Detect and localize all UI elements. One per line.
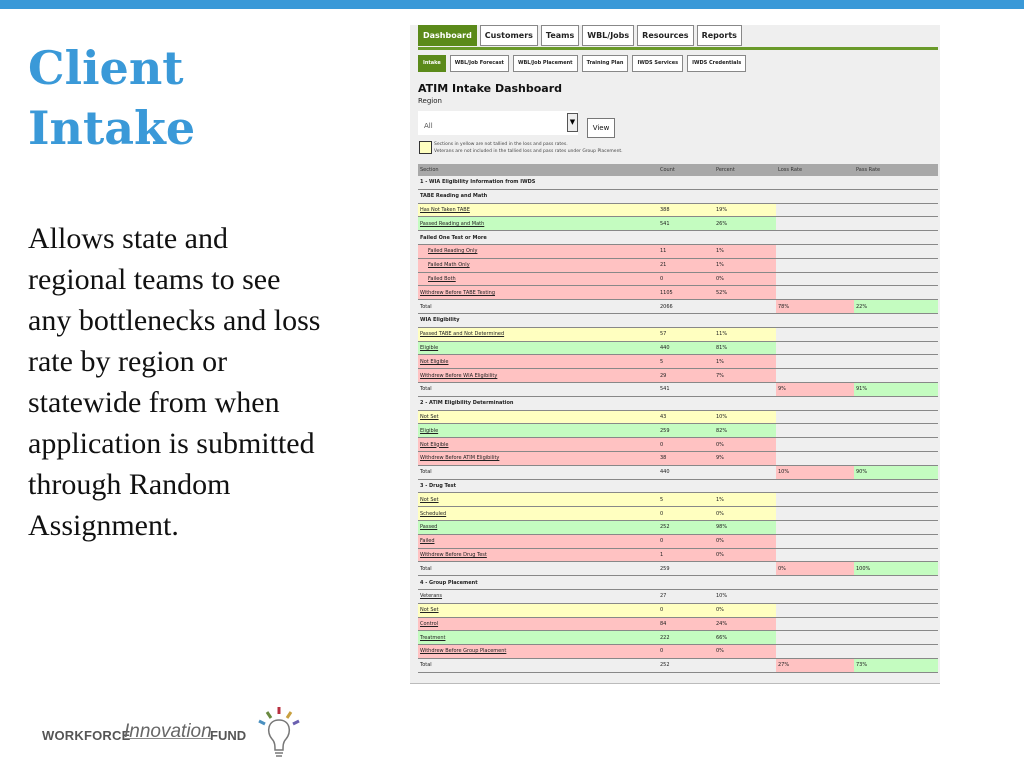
tab-dashboard[interactable]: Dashboard [418,25,477,46]
region-select[interactable] [418,111,578,135]
total-row [418,382,938,396]
lightbulb-icon [254,704,304,760]
row-count: 29 [658,369,714,383]
row-link[interactable]: Passed Reading and Math [420,220,485,227]
section-header-row [418,176,938,189]
row-link[interactable]: Not Eligible [420,441,449,448]
total-percent [714,382,776,396]
section-label: TABE Reading and Math [418,189,938,203]
total-label: Total [418,562,658,576]
row-pass [854,327,938,341]
row-label[interactable] [418,258,658,272]
row-label[interactable] [418,631,658,645]
total-row [418,465,938,479]
row-pass [854,410,938,424]
table-row [418,520,938,534]
table-row [418,589,938,603]
row-count: 1105 [658,286,714,300]
row-label[interactable] [418,424,658,438]
table-row [418,424,938,438]
row-count: 5 [658,355,714,369]
slide-body-text: Allows state and regional teams to see any bottlenecks and loss rate by region or statewide from when application is submitted through Random Assignment. [28,222,321,542]
row-percent: 26% [714,217,776,231]
row-pass [854,645,938,659]
col-percent: Percent [714,164,776,176]
row-percent: 0% [714,272,776,286]
legend-line-2: Veterans are not included in the tallied loss and pass rates under Group Placement. [434,149,623,154]
row-pass [854,493,938,507]
row-count: 11 [658,244,714,258]
row-label[interactable] [418,589,658,603]
row-pass [854,203,938,217]
tab-wbl-jobs[interactable]: WBL/Jobs [582,25,634,46]
loss-rate: 10% [776,465,854,479]
row-percent: 7% [714,369,776,383]
table-row [418,327,938,341]
table-row [418,645,938,659]
row-link[interactable]: Eligible [420,427,439,434]
row-link[interactable]: Withdrew Before TABE Testing [420,289,496,296]
row-count: 388 [658,203,714,217]
row-percent: 24% [714,617,776,631]
row-link[interactable]: Eligible [420,344,439,351]
row-count: 252 [658,520,714,534]
row-label[interactable] [418,341,658,355]
row-label[interactable] [418,534,658,548]
col-loss-rate: Loss Rate [776,164,854,176]
sub-tabs [418,55,746,72]
row-loss [776,438,854,452]
tab-teams[interactable]: Teams [541,25,579,46]
row-link[interactable]: Passed TABE and Not Determined [420,331,505,338]
row-label[interactable] [418,369,658,383]
pass-rate: 90% [854,465,938,479]
row-loss [776,410,854,424]
row-count: 259 [658,424,714,438]
row-pass [854,272,938,286]
subtab-iwds-credentials[interactable]: IWDS Credentials [687,55,746,72]
total-label: Total [418,465,658,479]
total-label: Total [418,300,658,314]
intake-table [418,164,938,673]
row-loss [776,603,854,617]
row-count: 84 [658,617,714,631]
row-label[interactable] [418,410,658,424]
row-percent: 10% [714,589,776,603]
row-percent: 98% [714,520,776,534]
table-row [418,286,938,300]
row-percent: 19% [714,203,776,217]
tab-divider [418,47,938,50]
row-percent: 66% [714,631,776,645]
row-loss [776,286,854,300]
row-pass [854,286,938,300]
row-count: 38 [658,451,714,465]
row-percent: 82% [714,424,776,438]
table-row [418,203,938,217]
row-label[interactable] [418,272,658,286]
row-percent: 9% [714,451,776,465]
row-pass [854,438,938,452]
col-pass-rate: Pass Rate [854,164,938,176]
row-percent: 0% [714,603,776,617]
pass-rate: 91% [854,382,938,396]
row-pass [854,424,938,438]
row-pass [854,520,938,534]
row-pass [854,548,938,562]
col-count: Count [658,164,714,176]
row-label[interactable] [418,493,658,507]
table-row [418,438,938,452]
row-loss [776,272,854,286]
slide-title [28,38,328,158]
legend-line-1: Sections in yellow are not tallied in the loss and pass rates. [434,142,568,147]
tab-customers[interactable]: Customers [480,25,538,46]
row-loss [776,341,854,355]
table-row [418,548,938,562]
row-label[interactable] [418,438,658,452]
row-pass [854,617,938,631]
row-link[interactable]: Failed Both [428,275,456,282]
logo-text-innovation: Innovation [124,721,212,742]
row-loss [776,217,854,231]
row-link[interactable]: Withdrew Before WIA Eligibility [420,372,498,379]
row-loss [776,520,854,534]
row-loss [776,369,854,383]
total-label: Total [418,658,658,672]
row-label[interactable] [418,327,658,341]
row-percent: 1% [714,355,776,369]
table-row [418,603,938,617]
row-count: 0 [658,534,714,548]
row-loss [776,493,854,507]
section-header-row [418,313,938,327]
table-row [418,217,938,231]
total-count: 541 [658,382,714,396]
row-link[interactable]: Withdrew Before Group Placement [420,648,507,655]
section-label: 2 - ATIM Eligibility Determination [418,396,938,410]
title-line-1: Client [28,41,184,95]
table-row [418,258,938,272]
table-header [418,164,938,176]
row-count: 5 [658,493,714,507]
row-link[interactable]: Passed [420,524,438,531]
row-link[interactable]: Treatment [420,634,446,641]
row-loss [776,548,854,562]
section-label: 1 - WIA Eligibility Information from IWDS [418,176,938,189]
section-header-row [418,396,938,410]
region-label: Region [418,97,442,105]
top-accent-bar [0,0,1024,9]
table-row [418,451,938,465]
row-label[interactable] [418,520,658,534]
row-percent: 0% [714,548,776,562]
row-link[interactable]: Failed Reading Only [428,248,478,255]
row-label[interactable] [418,645,658,659]
row-link[interactable]: Control [420,620,439,627]
total-row [418,300,938,314]
row-count: 222 [658,631,714,645]
total-row [418,562,938,576]
table-row [418,244,938,258]
row-percent: 0% [714,534,776,548]
table-row [418,617,938,631]
row-pass [854,258,938,272]
subtab-wbl-job-placement[interactable]: WBL/Job Placement [513,55,578,72]
row-percent: 81% [714,341,776,355]
chevron-down-icon[interactable]: ▼ [567,113,578,132]
section-label: 3 - Drug Test [418,479,938,493]
col-section: Section [418,164,658,176]
row-percent: 0% [714,507,776,521]
dashboard-screenshot [410,25,940,684]
loss-rate: 0% [776,562,854,576]
total-percent [714,658,776,672]
row-loss [776,507,854,521]
row-label[interactable] [418,507,658,521]
row-pass [854,217,938,231]
row-pass [854,451,938,465]
row-label[interactable] [418,244,658,258]
row-percent: 1% [714,244,776,258]
row-label[interactable] [418,355,658,369]
section-label: WIA Eligibility [418,313,938,327]
row-percent: 52% [714,286,776,300]
loss-rate: 9% [776,382,854,396]
row-pass [854,534,938,548]
row-loss [776,424,854,438]
row-count: 0 [658,507,714,521]
row-count: 43 [658,410,714,424]
subtab-iwds-services[interactable]: IWDS Services [632,55,683,72]
section-label: Failed One Test or More [418,231,938,245]
workforce-innovation-fund-logo [42,700,322,762]
row-pass [854,589,938,603]
loss-rate: 78% [776,300,854,314]
table-row [418,631,938,645]
subtab-wbl-job-forecast[interactable]: WBL/Job Forecast [450,55,509,72]
table-row [418,410,938,424]
row-count: 0 [658,645,714,659]
row-pass [854,507,938,521]
pass-rate: 22% [854,300,938,314]
row-count: 21 [658,258,714,272]
row-percent: 10% [714,410,776,424]
row-loss [776,631,854,645]
yellow-legend-swatch [419,141,432,154]
tab-resources[interactable]: Resources [637,25,693,46]
row-percent: 1% [714,258,776,272]
row-loss [776,258,854,272]
table-row [418,507,938,521]
total-percent [714,465,776,479]
row-link[interactable]: Withdrew Before ATIM Eligibility [420,455,500,462]
loss-rate: 27% [776,658,854,672]
section-header-row [418,576,938,590]
subtab-training-plan[interactable]: Training Plan [582,55,629,72]
row-pass [854,341,938,355]
total-count: 440 [658,465,714,479]
total-row [418,658,938,672]
row-loss [776,451,854,465]
row-pass [854,355,938,369]
table-row [418,355,938,369]
row-link[interactable]: Not Set [420,413,439,420]
row-label[interactable] [418,451,658,465]
row-pass [854,603,938,617]
section-header-row [418,479,938,493]
total-percent [714,300,776,314]
row-label[interactable] [418,217,658,231]
row-label[interactable] [418,548,658,562]
table-row [418,534,938,548]
row-percent: 1% [714,493,776,507]
row-percent: 11% [714,327,776,341]
section-header-row [418,189,938,203]
view-button[interactable]: View [587,118,615,138]
title-line-2: Intake [28,101,196,155]
row-label[interactable] [418,286,658,300]
tab-reports[interactable]: Reports [697,25,742,46]
row-label[interactable] [418,203,658,217]
section-header-row [418,231,938,245]
table-row [418,493,938,507]
pass-rate: 73% [854,658,938,672]
row-loss [776,645,854,659]
pass-rate: 100% [854,562,938,576]
region-select-value: All [424,122,433,130]
row-link[interactable]: Not Set [420,607,439,614]
total-count: 252 [658,658,714,672]
logo-text-workforce: WORKFORCE [42,728,131,743]
row-pass [854,369,938,383]
row-count: 541 [658,217,714,231]
total-label: Total [418,382,658,396]
row-link[interactable]: Failed Math Only [428,262,470,269]
row-loss [776,589,854,603]
row-percent: 0% [714,438,776,452]
row-link[interactable]: Failed [420,538,435,545]
table-row [418,272,938,286]
row-label[interactable] [418,603,658,617]
row-link[interactable]: Not Eligible [420,358,449,365]
dashboard-title: ATIM Intake Dashboard [418,82,563,95]
main-tabs [418,25,742,46]
table-row [418,369,938,383]
row-loss [776,203,854,217]
row-pass [854,631,938,645]
section-label: 4 - Group Placement [418,576,938,590]
row-count: 0 [658,272,714,286]
row-percent: 0% [714,645,776,659]
row-count: 440 [658,341,714,355]
row-count: 0 [658,603,714,617]
row-link[interactable]: Not Set [420,496,439,503]
table-row [418,341,938,355]
row-loss [776,617,854,631]
row-pass [854,244,938,258]
total-count: 259 [658,562,714,576]
row-link[interactable]: Scheduled [420,510,447,517]
row-loss [776,244,854,258]
row-loss [776,355,854,369]
row-link[interactable]: Withdrew Before Drug Test [420,551,487,558]
row-link[interactable]: Veterans [420,593,443,600]
row-link[interactable]: Has Not Taken TABE [420,206,470,213]
row-count: 1 [658,548,714,562]
legend-text [434,141,623,155]
total-percent [714,562,776,576]
subtab-intake[interactable]: Intake [418,55,446,72]
total-count: 2066 [658,300,714,314]
row-label[interactable] [418,617,658,631]
row-count: 27 [658,589,714,603]
logo-text-fund: FUND [210,728,247,743]
row-count: 57 [658,327,714,341]
row-loss [776,327,854,341]
row-loss [776,534,854,548]
row-count: 0 [658,438,714,452]
